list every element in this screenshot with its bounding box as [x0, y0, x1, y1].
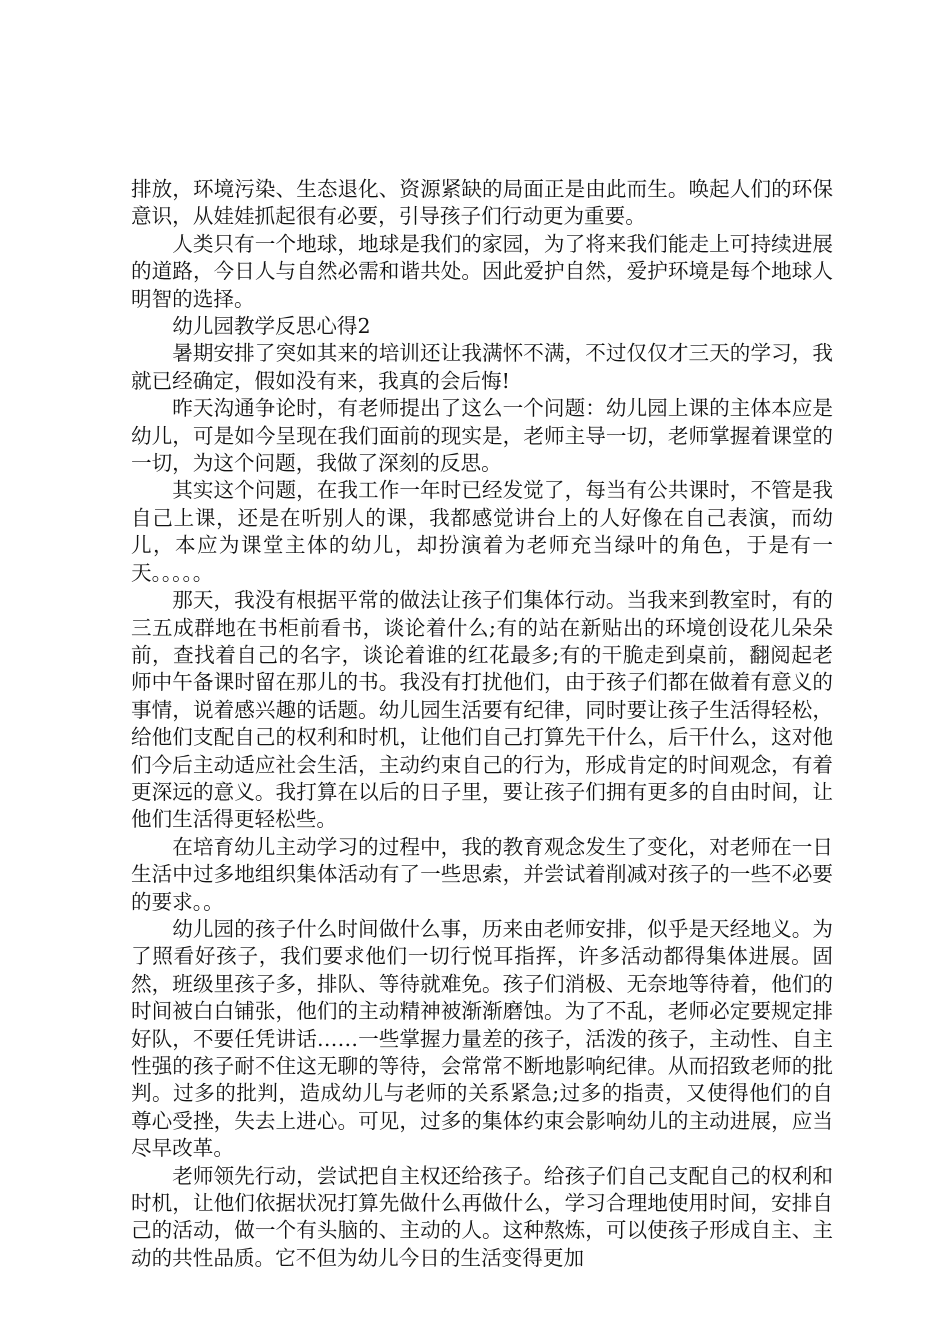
- paragraph-7: 在培育幼儿主动学习的过程中，我的教育观念发生了变化，对老师在一日生活中过多地组织集体活动有了一些思索，并尝试着削减对孩子的一些不必要的要求。。: [131, 834, 833, 914]
- paragraph-5: 其实这个问题，在我工作一年时已经发觉了，每当有公共课时，不管是我自己上课，还是在听别人的课，我都感觉讲台上的人好像在自己表演，而幼儿，本应为课堂主体的幼儿，却扮演着为老师充当绿叶的角色，于是有一天。。。。。: [131, 478, 833, 585]
- paragraph-3: 暑期安排了突如其来的培训还让我满怀不满，不过仅仅才三天的学习，我就已经确定，假如没有来，我真的会后悔!: [131, 341, 833, 393]
- paragraph-6: 那天，我没有根据平常的做法让孩子们集体行动。当我来到教室时，有的三五成群地在书柜前看书，谈论着什么;有的站在新贴出的环境创设花儿朵朵前，查找着自己的名字，谈论着谁的红花最多;有的干脆走到桌前，翻阅起老师中午备课时留在那儿的书。我没有打扰他们，由于孩子们都在做着有意义的事情，说着感兴趣的话题。幼儿园生活要有纪律，同时要让孩子生活得轻松，给他们支配自己的权利和时机，让他们自己打算先干什么，后干什么，这对他们今后主动适应社会生活，主动约束自己的行为，形成肯定的时间观念，有着更深远的意义。我打算在以后的日子里，要让孩子们拥有更多的自由时间，让他们生活得更轻松些。: [131, 588, 833, 832]
- document-body: [131, 176, 833, 1272]
- paragraph-9: 老师领先行动，尝试把自主权还给孩子。给孩子们自己支配自己的权利和时机，让他们依据状况打算先做什么再做什么，学习合理地使用时间，安排自己的活动，做一个有头脑的、主动的人。这种熬炼，可以使孩子形成自主、主动的共性品质。它不但为幼儿今日的生活变得更加: [131, 1163, 833, 1270]
- section-heading: 幼儿园教学反思心得2: [172, 314, 371, 339]
- paragraph-2: 人类只有一个地球，地球是我们的家园，为了将来我们能走上可持续进展的道路，今日人与自然必需和谐共处。因此爱护自然，爱护环境是每个地球人明智的选择。: [131, 231, 833, 311]
- paragraph-1: 排放，环境污染、生态退化、资源紧缺的局面正是由此而生。唤起人们的环保意识，从娃娃抓起很有必要，引导孩子们行动更为重要。: [131, 177, 833, 229]
- paragraph-8: 幼儿园的孩子什么时间做什么事，历来由老师安排，似乎是天经地义。为了照看好孩子，我们要求他们一切行悦耳指挥，许多活动都得集体进展。固然，班级里孩子多，排队、等待就难免。孩子们消极、无奈地等待着，他们的时间被白白铺张，他们的主动精神被渐渐磨蚀。为了不乱，老师必定要规定排好队，不要任凭讲话……一些掌握力量差的孩子，活泼的孩子，主动性、自主性强的孩子耐不住这无聊的等待，会常常不断地影响纪律。从而招致老师的批判。过多的批判，造成幼儿与老师的关系紧急;过多的指责，又使得他们的自尊心受挫，失去上进心。可见，过多的集体约束会影响幼儿的主动进展，应当尽早改革。: [131, 916, 833, 1161]
- paragraph-4: 昨天沟通争论时，有老师提出了这么一个问题：幼儿园上课的主体本应是幼儿，可是如今呈现在我们面前的现实是，老师主导一切，老师掌握着课堂的一切，为这个问题，我做了深刻的反思。: [131, 396, 833, 476]
